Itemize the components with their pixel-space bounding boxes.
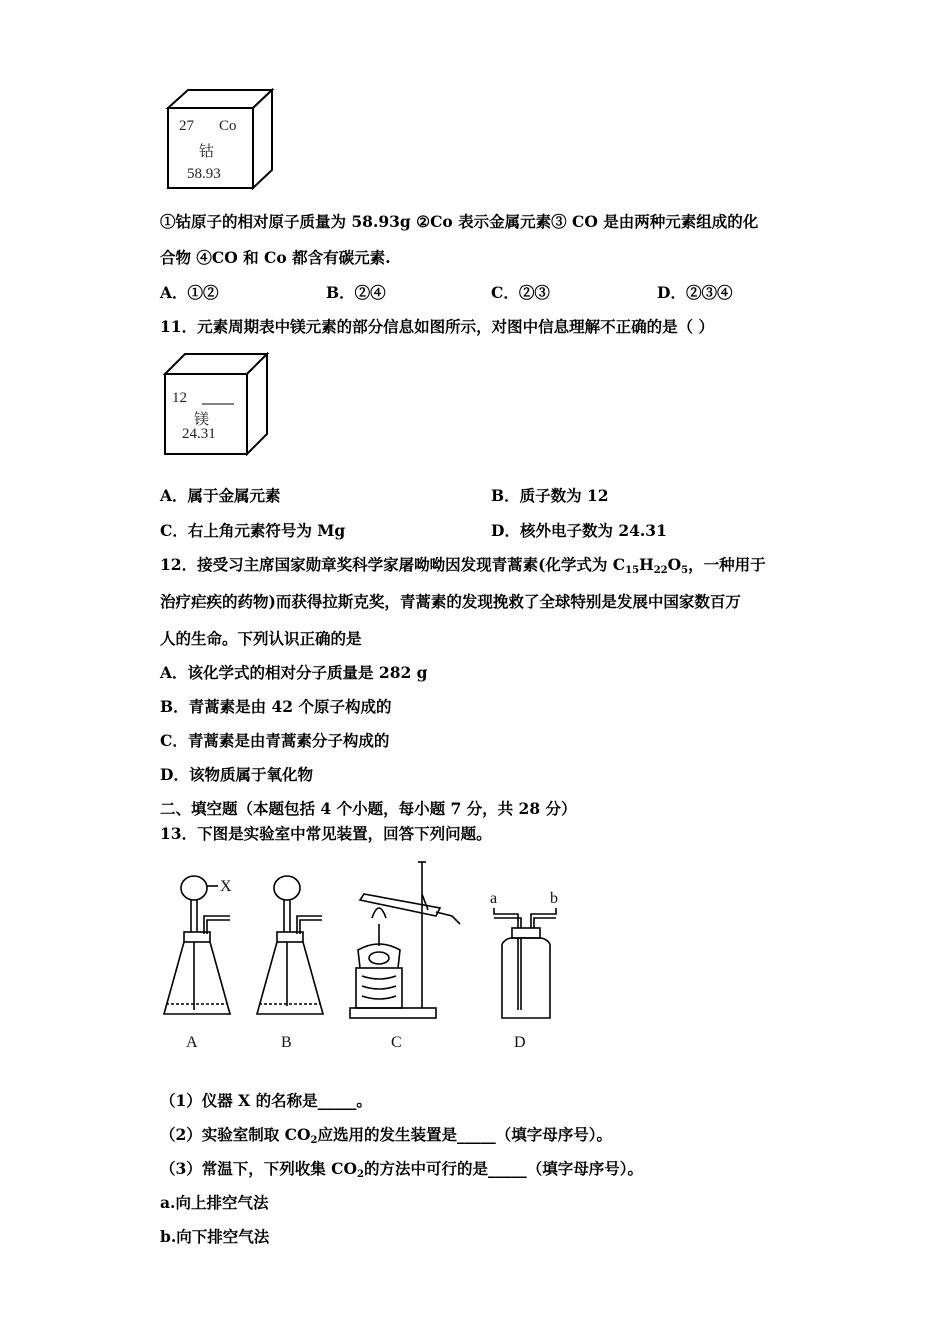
q13-sub3-text-a: （3）常温下，下列收集 CO	[160, 1159, 358, 1178]
q11-option-a[interactable]: A．属于金属元素	[160, 486, 281, 505]
section-title: 二、填空题（本题包括 4 个小题，每小题 7 分，共 28 分）	[160, 799, 577, 818]
q12-stem-text-b: ，一种用于	[688, 555, 766, 574]
q12-stem-line3: 人的生命。下列认识正确的是	[160, 629, 362, 648]
caption-a: A	[186, 1034, 198, 1051]
q11-option-d[interactable]: D．核外电子数为 24.31	[491, 521, 667, 540]
element-symbol: Co	[219, 118, 237, 134]
caption-b: B	[281, 1034, 292, 1051]
q12-option-d[interactable]: D．该物质属于氧化物	[160, 765, 313, 784]
q12-stem-line1	[160, 555, 766, 581]
q11-option-b[interactable]: B．质子数为 12	[491, 486, 609, 505]
subscript: 2	[310, 1135, 318, 1146]
q13-sub1: （1）仪器 X 的名称是_____。	[160, 1091, 372, 1110]
q12-option-a[interactable]: A．该化学式的相对分子质量是 282 g	[160, 663, 428, 682]
q12-stem-line2: 治疗疟疾的药物)而获得拉斯克奖，青蒿素的发现挽救了全球特别是发展中国家数百万	[160, 592, 741, 611]
q10-option-a[interactable]: A．①②	[160, 283, 219, 302]
caption-d: D	[514, 1034, 526, 1051]
label-a: a	[490, 890, 498, 907]
q13-sub3	[160, 1159, 643, 1185]
subscript: 15	[625, 565, 640, 576]
atomic-mass: 24.31	[182, 426, 216, 442]
element-name: 镁	[194, 412, 210, 428]
q11-stem: 11．元素周期表中镁元素的部分信息如图所示，对图中信息理解不正确的是（ ）	[160, 317, 714, 336]
q10-option-c[interactable]: C．②③	[491, 283, 550, 302]
caption-c: C	[391, 1034, 402, 1051]
q12-stem-text-a: 12．接受习主席国家勋章奖科学家屠呦呦因发现青蒿素(化学式为 C	[160, 555, 626, 574]
q13-choice-b[interactable]: b.向下排空气法	[160, 1227, 270, 1246]
q12-option-c[interactable]: C．青蒿素是由青蒿素分子构成的	[160, 731, 390, 750]
q10-option-b[interactable]: B．②④	[326, 283, 386, 302]
cobalt-element-card	[165, 88, 277, 192]
atomic-number: 12	[172, 390, 187, 406]
element-name: 钴	[199, 144, 215, 160]
atomic-number: 27	[179, 118, 194, 134]
lab-apparatus-figure	[160, 858, 580, 1058]
q13-sub3-text-b: 的方法中可行的是_____（填字母序号）。	[364, 1159, 644, 1178]
label-b: b	[550, 890, 558, 907]
magnesium-element-card	[162, 352, 270, 456]
subscript: 5	[681, 565, 689, 576]
q13-stem: 13．下图是实验室中常见装置，回答下列问题。	[160, 824, 492, 843]
q11-option-c[interactable]: C．右上角元素符号为 Mg	[160, 521, 346, 540]
label-x: X	[220, 878, 232, 895]
q12-option-b[interactable]: B．青蒿素是由 42 个原子构成的	[160, 697, 392, 716]
formula-o: O	[667, 555, 682, 574]
q10-option-d[interactable]: D．②③④	[657, 283, 733, 302]
cube-outline-icon	[165, 88, 277, 192]
q13-sub2-text-b: 应选用的发生装置是_____（填字母序号）。	[317, 1125, 613, 1144]
atomic-mass: 58.93	[187, 166, 221, 182]
q13-sub2	[160, 1125, 612, 1151]
q13-choice-a[interactable]: a.向上排空气法	[160, 1193, 269, 1212]
q10-statement-line2: 合物 ④CO 和 Co 都含有碳元素.	[160, 248, 391, 267]
q10-statement-line1: ①钴原子的相对原子质量为 58.93g ②Co 表示金属元素③ CO 是由两种元素组成的化	[160, 212, 759, 231]
subscript: 22	[653, 565, 668, 576]
subscript: 2	[357, 1169, 364, 1180]
formula-h: H	[639, 555, 654, 574]
q13-sub2-text-a: （2）实验室制取 CO	[160, 1125, 311, 1144]
